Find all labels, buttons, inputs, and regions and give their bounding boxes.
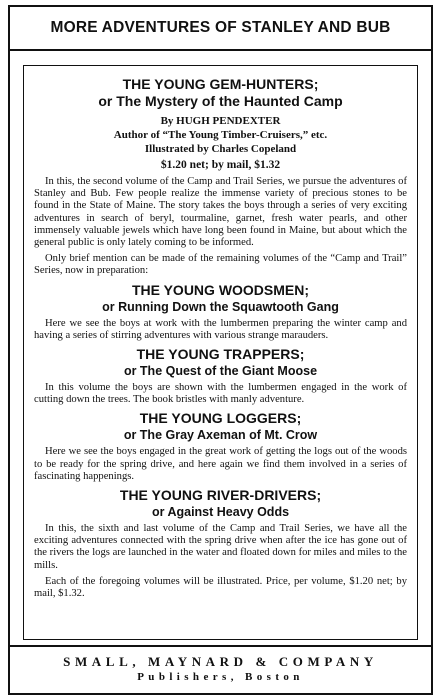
book-title: THE YOUNG WOODSMEN;	[131, 281, 310, 298]
book-description: Here we see the boys engaged in the great work of getting the logs out of the woods to be ready for the spring drive, and here again we find them involved in a series of fascinating happenings.	[34, 446, 407, 482]
book-title: THE YOUNG TRAPPERS;	[136, 346, 305, 363]
book-subtitle: or Against Heavy Odds	[151, 505, 290, 520]
feature-author: By HUGH PENDEXTER	[160, 115, 281, 127]
book-subtitle: or The Gray Axeman of Mt. Crow	[123, 428, 318, 443]
book-description: In this volume the boys are shown with the lumbermen engaged in the work of cutting down the trees. The book bristles with manly adventure.	[34, 382, 407, 406]
book-entry	[34, 410, 407, 483]
page-header	[10, 7, 431, 51]
series-transition: Only brief mention can be made of the remaining volumes of the “Camp and Trail” Series, now in preparation:	[34, 253, 407, 277]
book-subtitle: or Running Down the Squawtooth Gang	[102, 299, 339, 314]
page-title: MORE ADVENTURES OF STANLEY AND BUB	[50, 19, 391, 36]
book-description: In this, the sixth and last volume of the Camp and Trail Series, we have all the exciting adventures connected with the spring drive when after the ice has gone out of the rivers the logs are launched in the water and floated down for miles and miles to the mills.	[34, 523, 407, 571]
feature-subtitle: or The Mystery of the Haunted Camp	[98, 93, 343, 109]
advertisement-page	[8, 5, 433, 695]
closing-note: Each of the foregoing volumes will be illustrated. Price, per volume, $1.20 net; by mail, $1.32.	[34, 575, 407, 600]
publisher-name: SMALL, MAYNARD & COMPANY	[63, 654, 378, 669]
content-panel	[23, 65, 418, 640]
feature-price: $1.20 net; by mail, $1.32	[160, 159, 281, 171]
book-entry	[34, 282, 407, 342]
book-title: THE YOUNG LOGGERS;	[139, 410, 302, 427]
publisher-location: Publishers, Boston	[137, 671, 304, 683]
feature-illustrator: Illustrated by Charles Copeland	[144, 143, 297, 155]
feature-title: THE YOUNG GEM-HUNTERS;	[122, 76, 319, 92]
book-entry	[34, 346, 407, 406]
book-title: THE YOUNG RIVER-DRIVERS;	[119, 487, 322, 504]
book-subtitle: or The Quest of the Giant Moose	[123, 364, 318, 379]
book-entry	[34, 487, 407, 572]
feature-credit: Author of “The Young Timber-Cruisers,” etc.	[113, 129, 328, 141]
feature-description: In this, the second volume of the Camp and Trail Series, we pursue the adventures of Stanley and Bub. Few people realize the immense variety of precious stones to be found in the State of Maine. The story takes the boys through a series of very exciting adventures in search of beryl, tourmaline, garnet, fresh water pearls, and other immensely valuable jewels which have long been found in Maine, but about which the general public is only lately coming to be informed.	[34, 176, 407, 249]
book-description: Here we see the boys at work with the lumbermen preparing the winter camp and having a series of stirring adventures with various strange marauders.	[34, 317, 407, 341]
publisher-footer	[10, 645, 431, 693]
